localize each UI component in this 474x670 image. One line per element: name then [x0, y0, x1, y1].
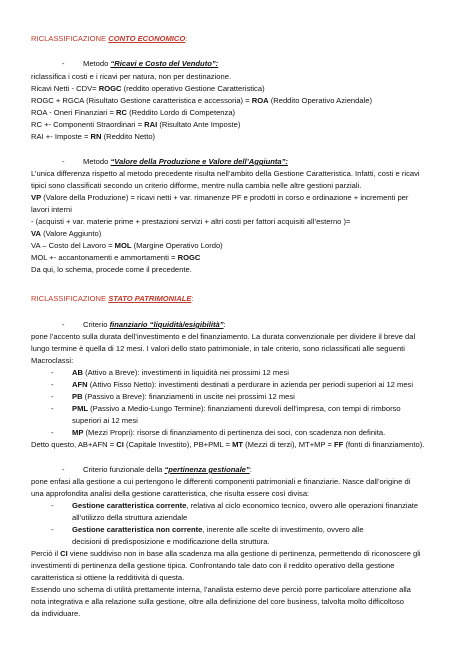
bullet-dash: - [51, 501, 54, 510]
text-line: nota integrativa e alla relazione sulla gestione, oltre alla definizione del core business, talvolta molto difficoltoso [31, 597, 405, 606]
text-line: riclassifica i costi e i ricavi per natura, non per destinazione. [31, 72, 232, 81]
text-line: RAI +- Imposte = RN (Reddito Netto) [31, 132, 156, 141]
text-line: pone enfasi alla gestione a cui pertengono le differenti componenti patrimoniali e finanziarie. Nasce dall’origine di [31, 477, 411, 486]
bullet-dash: - [62, 465, 65, 474]
bullet-dash: - [51, 525, 54, 534]
text-line: tipici sono classificati secondo un criterio difforme, mentre nulla cambia nelle altre gestioni parziali. [31, 181, 362, 190]
text-line: Da qui, lo schema, procede come il precedente. [31, 265, 192, 274]
heading-stato-patrimoniale: RICLASSIFICAZIONE STATO PATRIMONIALE: [31, 294, 194, 303]
text-line: da individuare. [31, 609, 81, 618]
list-item: Gestione caratteristica corrente, relativa al ciclo economico tecnico, ovvero alle operazioni finanziate [72, 501, 419, 510]
list-item: AFN (Attivo Fisso Netto): investimenti destinati a perdurare in azienda per periodi superiori ai 12 mesi [72, 380, 414, 389]
list-item-continued: superiori ai 12 mesi [72, 416, 138, 425]
text-line: MOL +- accantonamenti e ammortamenti = ROGC [31, 253, 201, 262]
bullet-dash: - [51, 392, 54, 401]
list-item: Gestione caratteristica non corrente, inerente alle scelte di investimento, ovvero alle [72, 525, 364, 534]
list-item-continued: all’utilizzo della struttura aziendale [72, 513, 188, 522]
text-line: pone l’accento sulla durata dell’investimento e del finanziamento. La durata convenzionale per dividere il breve dal [31, 332, 416, 341]
text-line: una approfondita analisi della gestione caratteristica, che risulta essere così divisa: [31, 489, 310, 498]
text-line: RC +- Componenti Straordinari = RAI (Risultato Ante Imposte) [31, 120, 241, 129]
method-2-heading: Metodo “Valore della Produzione e Valore dell’Aggiunta”: [83, 157, 288, 166]
text-line: Macroclassi: [31, 356, 74, 365]
criterion-1-heading: Criterio finanziario “liquidità/esigibilità”: [83, 320, 226, 329]
text-line: - (acquisti + var. materie prime + prestazioni servizi + altri costi per fattori acquisiti all’esterno )= [31, 217, 351, 226]
text-line: Ricavi Netti - CDV= ROGC (reddito operativo Gestione Caratteristica) [31, 84, 265, 93]
text-line: VP (Valore della Produzione) = ricavi netti + var. rimanenze PF e prodotti in corso e ordinazione + incrementi per [31, 193, 409, 202]
bullet-dash: - [62, 157, 65, 166]
list-item: PML (Passivo a Medio-Lungo Termine): finanziamenti durevoli dell’impresa, con tempi di rimborso [72, 404, 401, 413]
text-line: VA (Valore Aggiunto) [31, 229, 102, 238]
text-line: Essendo uno schema di utilità prettamente interna, l’analista esterno deve perciò porre particolare attenzione alla [31, 585, 411, 594]
list-item: AB (Attivo a Breve): investimenti in liquidità nei prossimi 12 mesi [72, 368, 289, 377]
criterion-2-heading: Criterio funzionale della “pertinenza gestionale”: [83, 465, 252, 474]
list-item-continued: decisioni di predisposizione e modificazione della struttura. [72, 537, 270, 546]
text-line: ROGC + RGCA (Risultato Gestione caratteristica e accessoria) = ROA (Reddito Operativo Aziendale) [31, 96, 373, 105]
text-line: L’unica differenza rispetto al metodo precedente risulta nell’ambito della Gestione Caratteristica. Infatti, costi e ricavi [31, 169, 420, 178]
list-item: MP (Mezzi Propri): risorse di finanziamento di pertinenza dei soci, con scadenza non definita. [72, 428, 386, 437]
text-line: Detto questo, AB+AFN = CI (Capitale Investito), PB+PML = MT (Mezzi di terzi), MT+MP = FF (fonti di finanziamento). [31, 440, 425, 449]
bullet-dash: - [51, 380, 54, 389]
text-line: lungo termine è quella di 12 mesi. I valori dello stato patrimoniale, in tale criterio, sono riclassificati alle seguenti [31, 344, 405, 353]
text-line: investimenti di pertinenza della gestione tipica. Confrontando tale dato con il reddito operativo della gestione [31, 561, 395, 570]
list-item: PB (Passivo a Breve): finanziamenti in uscite nei prossimi 12 mesi [72, 392, 295, 401]
text-line: Perciò il CI viene suddiviso non in base alla scadenza ma alla gestione di pertinenza, permettendo di riconoscere gli [31, 549, 421, 558]
bullet-dash: - [62, 320, 65, 329]
bullet-dash: - [62, 59, 65, 68]
text-line: lavori interni [31, 205, 72, 214]
method-1-heading: Metodo “Ricavi e Costo del Venduto”: [83, 59, 219, 68]
bullet-dash: - [51, 428, 54, 437]
bullet-dash: - [51, 368, 54, 377]
text-line: caratteristica si ottiene la redditività di questa. [31, 573, 185, 582]
bullet-dash: - [51, 404, 54, 413]
text-line: ROA - Oneri Finanziari = RC (Reddito Lordo di Competenza) [31, 108, 236, 117]
text-line: VA – Costo del Lavoro = MOL (Margine Operativo Lordo) [31, 241, 223, 250]
heading-conto-economico: RICLASSIFICAZIONE CONTO ECONOMICO: [31, 34, 188, 43]
